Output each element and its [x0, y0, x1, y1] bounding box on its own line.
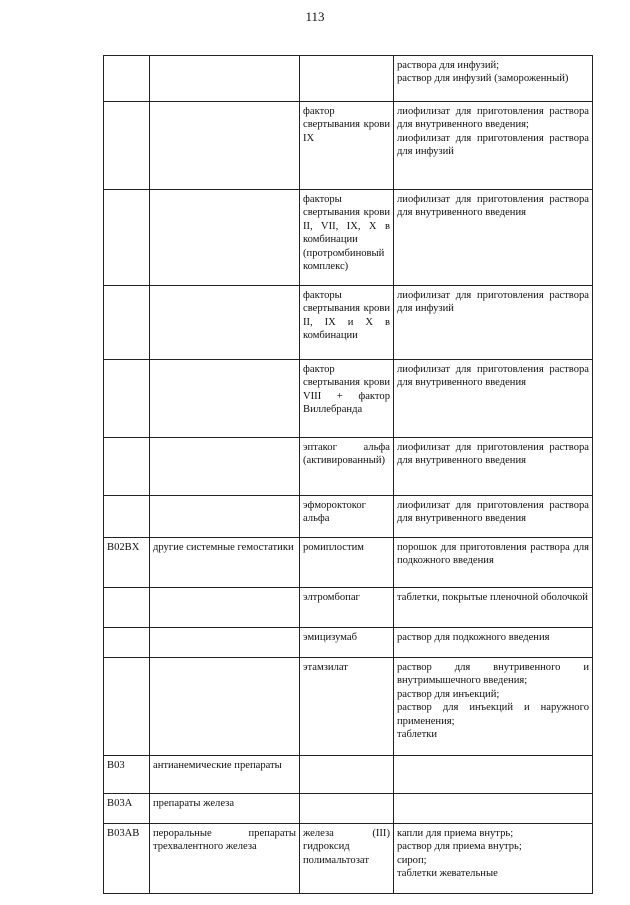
table-row [104, 286, 593, 360]
drug-name-cell: фактор свертывания крови VIII + фактор Виллебранда [300, 360, 394, 438]
drug-name-cell [300, 756, 394, 794]
atc-code-cell [104, 360, 150, 438]
dosage-form-cell: раствор для подкожного введения [394, 628, 593, 658]
drug-name-cell: эфмороктоког альфа [300, 496, 394, 538]
atc-code-cell [104, 286, 150, 360]
dosage-form-cell: порошок для приготовления раствора для подкожного введения [394, 538, 593, 588]
drug-name-cell: фактор свертывания крови IX [300, 102, 394, 190]
table-row [104, 102, 593, 190]
atc-code-cell [104, 496, 150, 538]
group-name-cell: пероральные препараты трехвалентного железа [150, 824, 300, 894]
atc-code-cell [104, 102, 150, 190]
group-name-cell [150, 438, 300, 496]
table-row [104, 56, 593, 102]
drug-table [103, 55, 593, 894]
atc-code-cell: B03 [104, 756, 150, 794]
atc-code-cell: B03AB [104, 824, 150, 894]
drug-name-cell: факторы свертывания крови II, VII, IX, X в комбинации (протромбиновый комплекс) [300, 190, 394, 286]
table-row [104, 588, 593, 628]
group-name-cell: антианемические препараты [150, 756, 300, 794]
table-row [104, 658, 593, 756]
dosage-form-cell: капли для приема внутрь; раствор для приема внутрь; сироп; таблетки жевательные [394, 824, 593, 894]
table-row [104, 496, 593, 538]
group-name-cell [150, 588, 300, 628]
group-name-cell [150, 496, 300, 538]
table-row [104, 360, 593, 438]
drug-name-cell [300, 794, 394, 824]
atc-code-cell [104, 190, 150, 286]
group-name-cell [150, 360, 300, 438]
drug-name-cell [300, 56, 394, 102]
atc-code-cell: B03A [104, 794, 150, 824]
drug-table-body [104, 56, 593, 894]
dosage-form-cell: лиофилизат для приготовления раствора для инфузий [394, 286, 593, 360]
drug-name-cell: эптаког альфа (активированный) [300, 438, 394, 496]
drug-name-cell: элтромбопаг [300, 588, 394, 628]
drug-name-cell: ромиплостим [300, 538, 394, 588]
table-row [104, 538, 593, 588]
atc-code-cell [104, 56, 150, 102]
group-name-cell [150, 658, 300, 756]
table-row [104, 628, 593, 658]
group-name-cell: другие системные гемостатики [150, 538, 300, 588]
dosage-form-cell: лиофилизат для приготовления раствора для внутривенного введения [394, 190, 593, 286]
drug-name-cell: этамзилат [300, 658, 394, 756]
group-name-cell [150, 190, 300, 286]
page-number: 113 [305, 9, 325, 24]
group-name-cell [150, 102, 300, 190]
group-name-cell [150, 628, 300, 658]
drug-name-cell: железа (III) гидроксид полимальтозат [300, 824, 394, 894]
atc-code-cell [104, 438, 150, 496]
dosage-form-cell: лиофилизат для приготовления раствора для внутривенного введения [394, 496, 593, 538]
dosage-form-cell [394, 794, 593, 824]
dosage-form-cell: лиофилизат для приготовления раствора для внутривенного введения [394, 360, 593, 438]
group-name-cell: препараты железа [150, 794, 300, 824]
dosage-form-cell: раствор для внутривенного и внутримышечного введения; раствор для инъекций; раствор для инъекций и наружного применения; таблетки [394, 658, 593, 756]
dosage-form-cell: лиофилизат для приготовления раствора для внутривенного введения [394, 438, 593, 496]
group-name-cell [150, 56, 300, 102]
drug-name-cell: факторы свертывания крови II, IX и X в комбинации [300, 286, 394, 360]
group-name-cell [150, 286, 300, 360]
dosage-form-cell [394, 756, 593, 794]
table-row [104, 190, 593, 286]
dosage-form-cell: лиофилизат для приготовления раствора для внутривенного введения; лиофилизат для приготовления раствора для инфузий [394, 102, 593, 190]
atc-code-cell [104, 588, 150, 628]
dosage-form-cell: таблетки, покрытые пленочной оболочкой [394, 588, 593, 628]
dosage-form-cell: раствора для инфузий; раствор для инфузий (замороженный) [394, 56, 593, 102]
atc-code-cell: B02BX [104, 538, 150, 588]
table-row [104, 438, 593, 496]
table-row [104, 756, 593, 794]
table-row [104, 824, 593, 894]
drug-name-cell: эмицизумаб [300, 628, 394, 658]
table-row [104, 794, 593, 824]
atc-code-cell [104, 628, 150, 658]
atc-code-cell [104, 658, 150, 756]
